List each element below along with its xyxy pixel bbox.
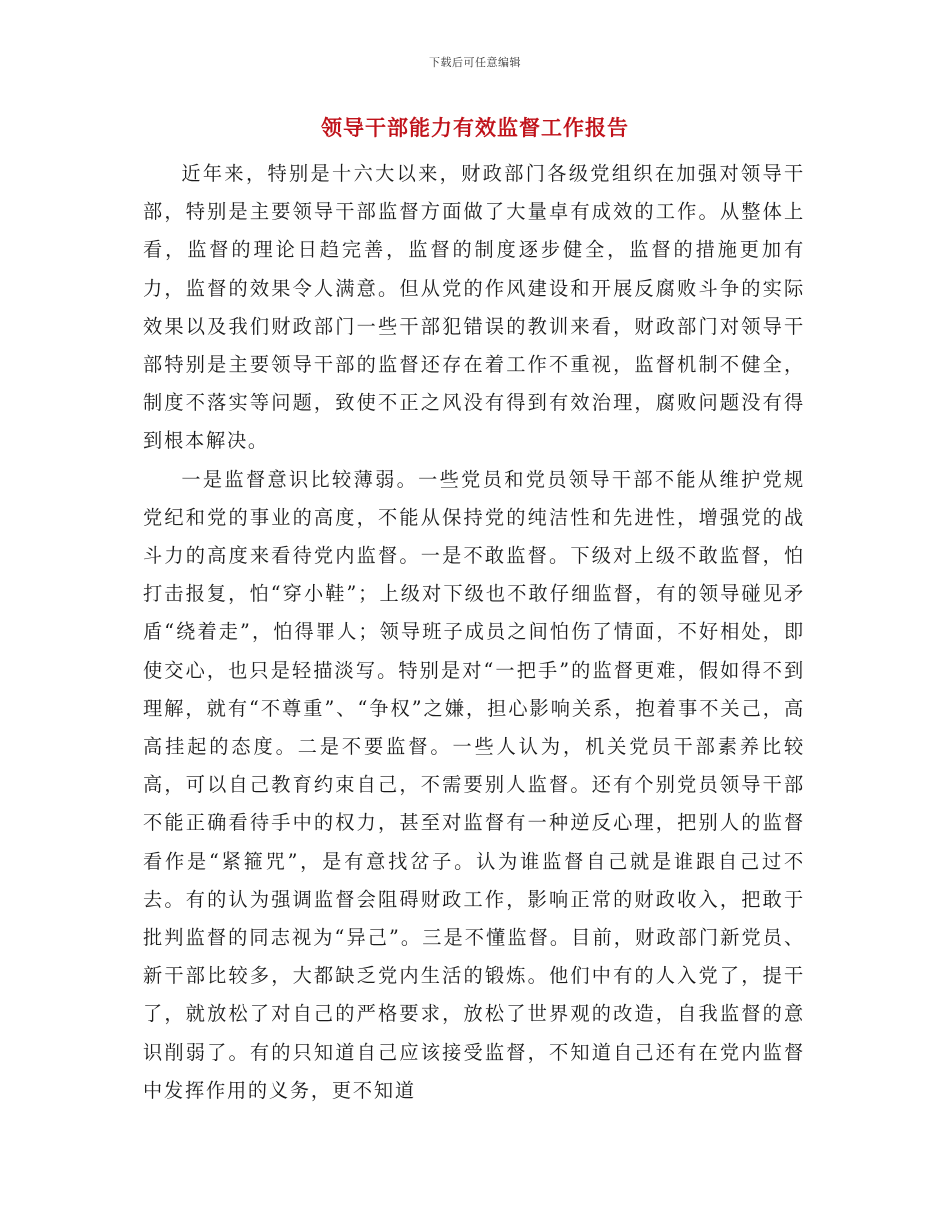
header-note: 下载后可任意编辑	[429, 56, 521, 69]
paragraph-intro: 近年来，特别是十六大以来，财政部门各级党组织在加强对领导干部，特别是主要领导干部监督方面做了大量卓有成效的工作。从整体上看，监督的理论日趋完善，监督的制度逐步健全，监督的措施更加有力，监督的效果令人满意。但从党的作风建设和开展反腐败斗争的实际效果以及我们财政部门一些干部犯错误的教训来看，财政部门对领导干部特别是主要领导干部的监督还存在着工作不重视，监督机制不健全，制度不落实等问题，致使不正之风没有得到有效治理，腐败问题没有得到根本解决。	[143, 162, 805, 453]
document-body	[143, 155, 805, 1110]
document-title: 领导干部能力有效监督工作报告	[321, 115, 629, 140]
paragraph-point-one: 一是监督意识比较薄弱。一些党员和党员领导干部不能从维护党规党纪和党的事业的高度，不能从保持党的纯洁性和先进性，增强党的战斗力的高度来看待党内监督。一是不敢监督。下级对上级不敢监督，怕打击报复，怕“穿小鞋”；上级对下级也不敢仔细监督，有的领导碰见矛盾“绕着走”，怕得罪人；领导班子成员之间怕伤了情面，不好相处，即使交心，也只是轻描淡写。特别是对“一把手”的监督更难，假如得不到理解，就有“不尊重”、“争权”之嫌，担心影响关系，抱着事不关己，高高挂起的态度。二是不要监督。一些人认为，机关党员干部素养比较高，可以自己教育约束自己，不需要别人监督。还有个别党员领导干部不能正确看待手中的权力，甚至对监督有一种逆反心理，把别人的监督看作是“紧箍咒”，是有意找岔子。认为谁监督自己就是谁跟自己过不去。有的认为强调监督会阻碍财政工作，影响正常的财政收入，把敢于批判监督的同志视为“异己”。三是不懂监督。目前，财政部门新党员、新干部比较多，大都缺乏党内生活的锻炼。他们中有的人入党了，提干了，就放松了对自己的严格要求，放松了世界观的改造，自我监督的意识削弱了。有的只知道自己应该接受监督，不知道自己还有在党内监督中发挥作用的义务，更不知道	[143, 467, 805, 1102]
